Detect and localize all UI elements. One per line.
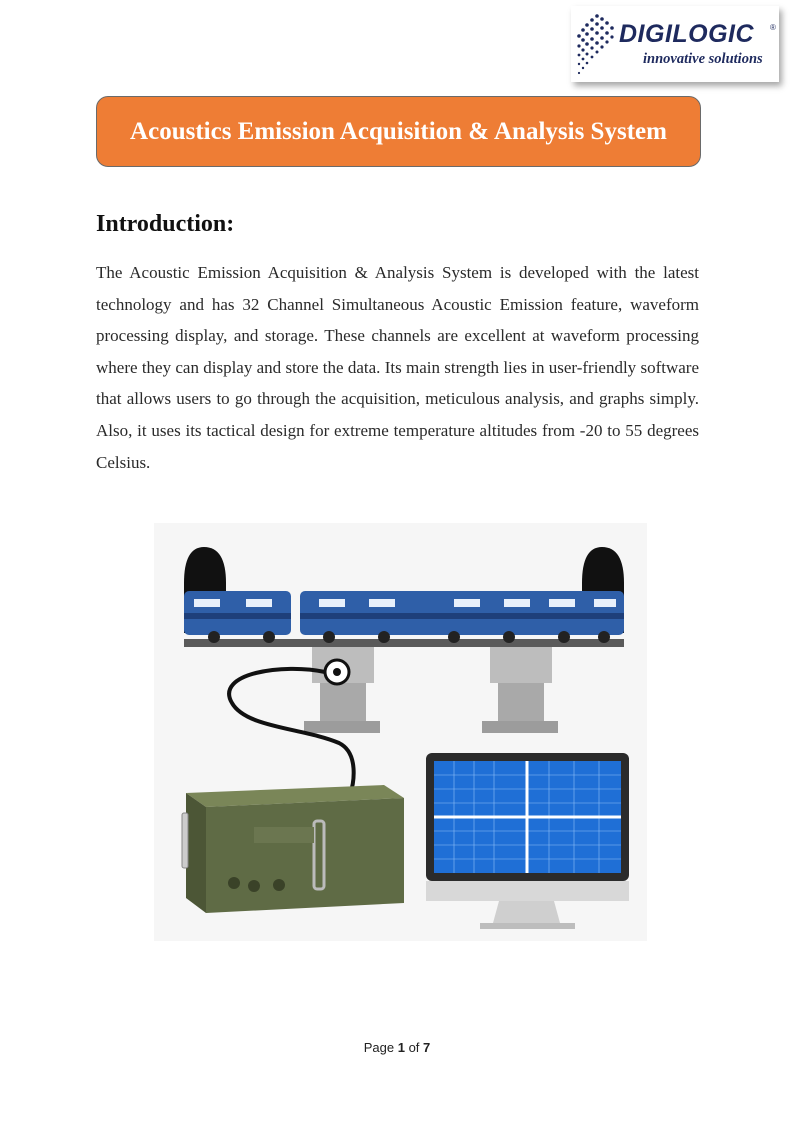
- bridge-support-right: [482, 643, 558, 733]
- sensor-icon: [325, 660, 349, 684]
- intro-paragraph: The Acoustic Emission Acquisition & Analysis System is developed with the latest technology and has 32 Channel Simultaneous Acoustic Emission feature, waveform processing display, and storage. These channels are excellent at waveform processing where they can display and store the data. Its main strength lies in user-friendly software that allows users to go through the acquisition, meticulous analysis, and graphs simply. Also, it uses its tactical design for extreme temperature altitudes from -20 to 55 degrees Celsius.: [96, 263, 699, 472]
- company-logo: [571, 6, 779, 82]
- logo-brand-name: DIGILOGIC: [619, 20, 755, 48]
- system-illustration: [154, 523, 647, 941]
- train-icon: [184, 591, 624, 643]
- registered-mark: ®: [770, 23, 776, 32]
- monitor-icon: [426, 753, 629, 929]
- page-footer: [0, 1040, 794, 1055]
- footer-page-total: 7: [423, 1040, 431, 1055]
- bridge-support-left: [304, 643, 380, 733]
- dot-grid-logo-icon: [575, 12, 619, 78]
- section-heading: Introduction:: [96, 211, 235, 237]
- footer-page-number: 1: [397, 1040, 405, 1055]
- document-title: Acoustics Emission Acquisition & Analysis System: [130, 117, 667, 145]
- title-banner: [96, 96, 701, 167]
- footer-prefix: Page: [363, 1040, 395, 1055]
- footer-separator: of: [408, 1040, 420, 1055]
- acquisition-unit-icon: [182, 785, 404, 913]
- rail-track: [184, 639, 624, 647]
- logo-tagline: innovative solutions: [643, 51, 763, 67]
